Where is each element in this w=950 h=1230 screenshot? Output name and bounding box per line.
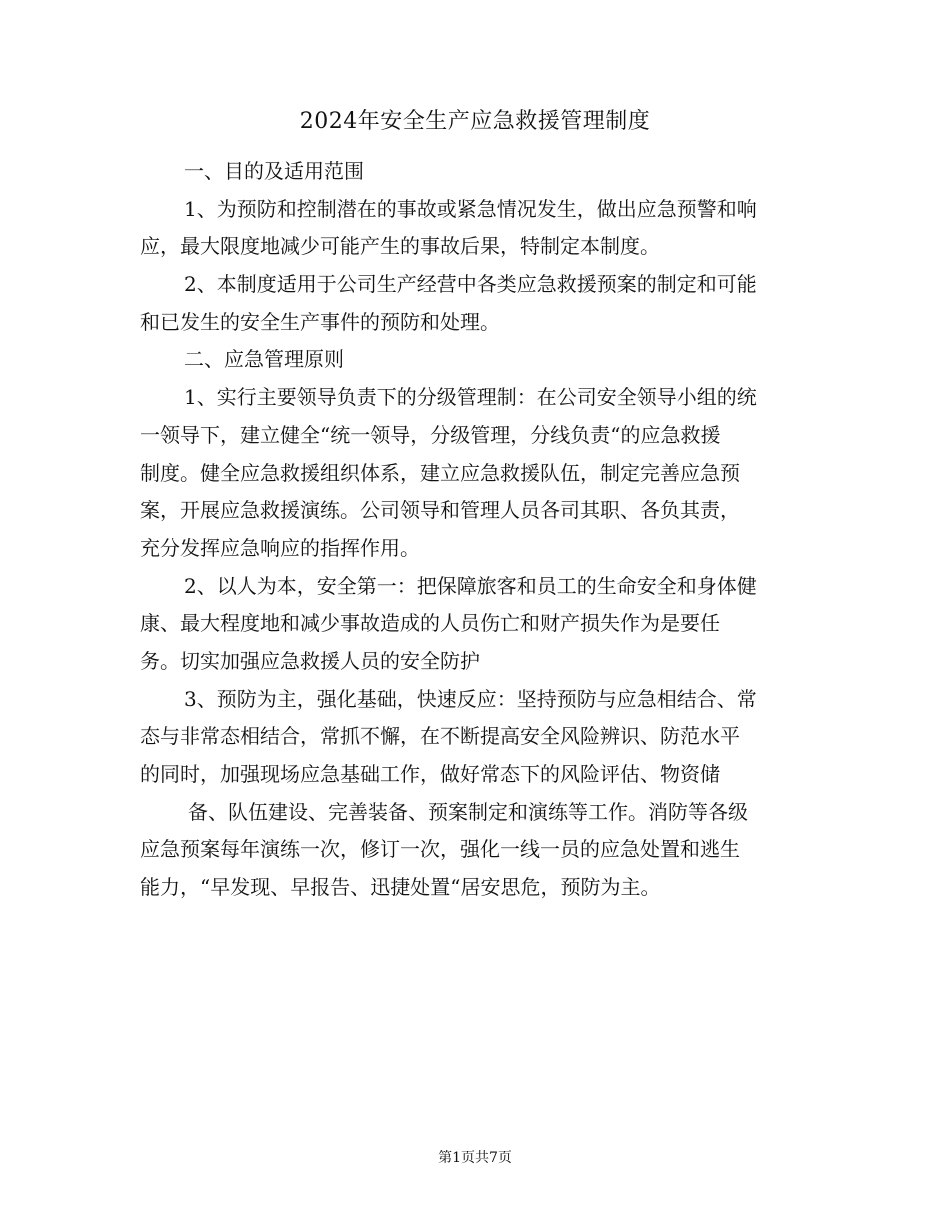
section-heading: 一、目的及适用范围 [184, 159, 364, 183]
paragraph-line: 备、队伍建设、完善装备、预案制定和演练等工作。消防等各级 [188, 799, 748, 824]
document-body [140, 153, 810, 907]
paragraph-line: 康、最大程度地和减少事故造成的人员伤亡和财产损失作为是要任 [140, 611, 720, 636]
paragraph-line: 案，开展应急救援演练。公司领导和管理人员各司其职、各负其责， [140, 498, 740, 523]
paragraph-line: 态与非常态相结合，常抓不懈，在不断提高安全风险辨识、防范水平 [140, 724, 740, 749]
paragraph-line: 一领导下，建立健全“统一领导，分级管理，分线负责“的应急救援 [140, 422, 721, 447]
paragraph-line: 2、以人为本，安全第一：把保障旅客和员工的生命安全和身体健 [184, 573, 757, 598]
paragraph-line: 2、本制度适用于公司生产经营中各类应急救援预案的制定和可能 [184, 272, 757, 297]
page-number: 第1页共7页 [438, 1150, 512, 1166]
paragraph-line: 1、实行主要领导负责下的分级管理制：在公司安全领导小组的统 [184, 385, 757, 410]
document-title: 2024年安全生产应急救援管理制度 [299, 109, 651, 134]
paragraph-line: 能力，“早发现、早报告、迅捷处置“居安思危，预防为主。 [140, 875, 661, 900]
paragraph-line: 充分发挥应急响应的指挥作用。 [140, 535, 420, 560]
paragraph-line: 务。切实加强应急救援人员的安全防护 [140, 648, 480, 673]
paragraph-line: 制度。健全应急救援组织体系，建立应急救援队伍，制定完善应急预 [140, 460, 740, 485]
paragraph-line: 和已发生的安全生产事件的预防和处理。 [140, 309, 500, 334]
section-heading: 二、应急管理原则 [184, 347, 344, 372]
paragraph-line: 3、预防为主，强化基础，快速反应：坚持预防与应急相结合、常 [184, 686, 757, 711]
paragraph-line: 应急预案每年演练一次，修订一次，强化一线一员的应急处置和逃生 [140, 837, 740, 862]
paragraph-line: 的同时，加强现场应急基础工作，做好常态下的风险评估、物资储 [140, 762, 720, 786]
paragraph-line: 1、为预防和控制潜在的事故或紧急情况发生，做出应急预警和响 [184, 196, 757, 221]
paragraph-line: 应，最大限度地减少可能产生的事故后果，特制定本制度。 [140, 234, 660, 259]
